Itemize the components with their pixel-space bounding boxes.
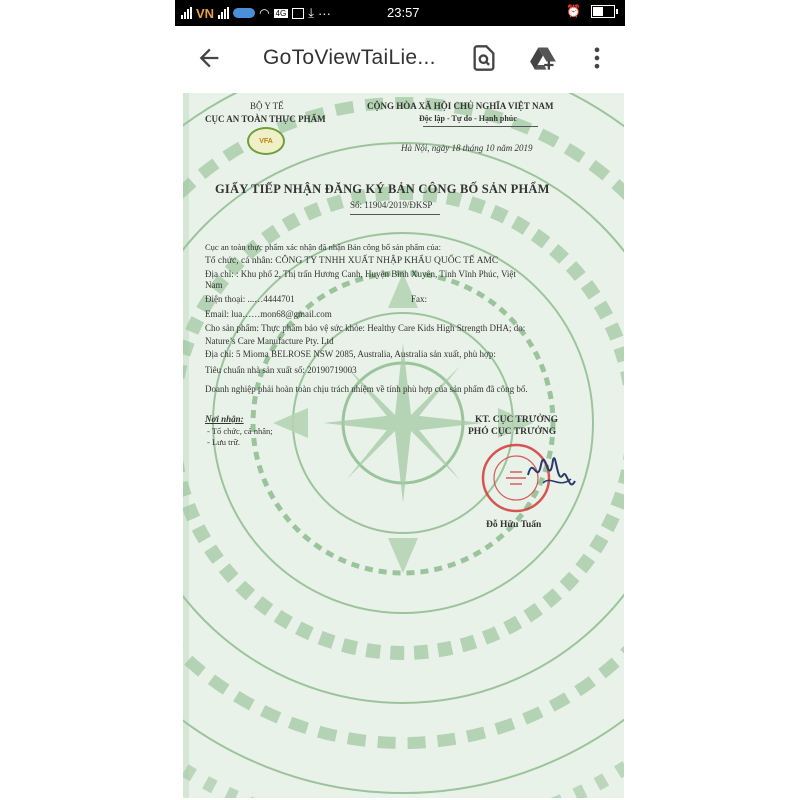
battery-icon: [591, 5, 615, 18]
app-toolbar: [175, 26, 625, 92]
body-line-1: Cục an toàn thực phẩm xác nhận đã nhận Bản công bố sản phẩm của:: [205, 242, 441, 252]
more-vert-icon[interactable]: [583, 44, 611, 72]
add-to-drive-icon[interactable]: [529, 44, 557, 72]
place-date: Hà Nội, ngày 18 tháng 10 năm 2019: [401, 143, 533, 153]
body-line-3: Địa chỉ: : Khu phố 2, Thị trấn Hương Canh, Huyện Bình Xuyên, Tỉnh Vĩnh Phúc, Việt: [205, 269, 516, 279]
fax-label: Fax:: [411, 294, 428, 304]
body-line-4: Nam: [205, 280, 223, 290]
wifi-icon: ◠: [259, 6, 270, 20]
signal-icon: [181, 7, 192, 19]
logo-text: VFA: [259, 137, 273, 145]
cloud-icon: [233, 8, 255, 18]
body-line-2: Tổ chức, cá nhân: CÔNG TY TNHH XUẤT NHẬP KHẨU QUỐC TẾ AMC: [205, 256, 499, 266]
status-bar: [175, 0, 625, 26]
body-line-7: Cho sản phẩm: Thực phẩm bảo vệ sức khỏe: Healthy Care Kids High Strength DHA; do:: [205, 323, 526, 333]
agency-name: CỤC AN TOÀN THỰC PHẨM: [205, 114, 326, 124]
body-line-9: Địa chỉ: 5 Mioma BELROSE NSW 2085, Australia, Australia sản xuất, phù hợp:: [205, 349, 496, 359]
more-icon: ···: [317, 5, 331, 21]
signer-name: Đỗ Hữu Tuấn: [486, 520, 542, 530]
body-line-11: Doanh nghiệp phải hoàn toàn chịu trách nhiệm về tính phù hợp của sản phẩm đã công bố.: [205, 384, 528, 394]
document-heading: GIẤY TIẾP NHẬN ĐĂNG KÝ BẢN CÔNG BỐ SẢN PHẨM: [215, 182, 550, 196]
alarm-icon: ⏰: [566, 4, 581, 18]
handwritten-signature: [523, 445, 583, 501]
recipient-1: - Tổ chức, cá nhân;: [207, 426, 273, 436]
body-line-8: Nature’s Care Manufacture Pty. Ltd: [205, 336, 334, 346]
agency-logo: [247, 127, 285, 155]
number-underline: [350, 214, 440, 215]
nation-name: CỘNG HÒA XÃ HỘI CHỦ NGHĨA VIỆT NAM: [367, 101, 554, 111]
ministry-name: BỘ Y TẾ: [250, 101, 284, 111]
document-page[interactable]: [183, 93, 624, 798]
phone-line: Điện thoại: ...…4444701: [205, 294, 295, 304]
recipient-2: - Lưu trữ.: [207, 437, 241, 447]
carrier-label: VN: [196, 5, 215, 21]
document-number: Số: 11904/2019/ĐKSP: [350, 200, 433, 210]
clock: 23:57: [387, 5, 420, 20]
document-title: GoToViewTaiLie...: [263, 46, 436, 69]
signer-title-1: KT. CỤC TRƯỞNG: [475, 415, 558, 425]
photo-icon: [292, 8, 304, 19]
download-icon: ⤓: [308, 5, 314, 20]
body-line-10: Tiêu chuẩn nhà sản xuất số: 20190719003: [205, 365, 357, 375]
data-badge: 4G: [275, 8, 287, 18]
find-in-page-icon[interactable]: [470, 44, 498, 72]
signer-title-2: PHÓ CỤC TRƯỞNG: [468, 427, 557, 437]
motto-underline: [423, 126, 538, 127]
arrow-left-icon[interactable]: [195, 44, 223, 72]
signal-icon-2: [218, 7, 229, 19]
recipients-title: Nơi nhận:: [205, 414, 244, 424]
national-motto: Độc lập - Tự do - Hạnh phúc: [419, 114, 517, 123]
email-line: Email: lua……mon68@gmail.com: [205, 309, 332, 319]
